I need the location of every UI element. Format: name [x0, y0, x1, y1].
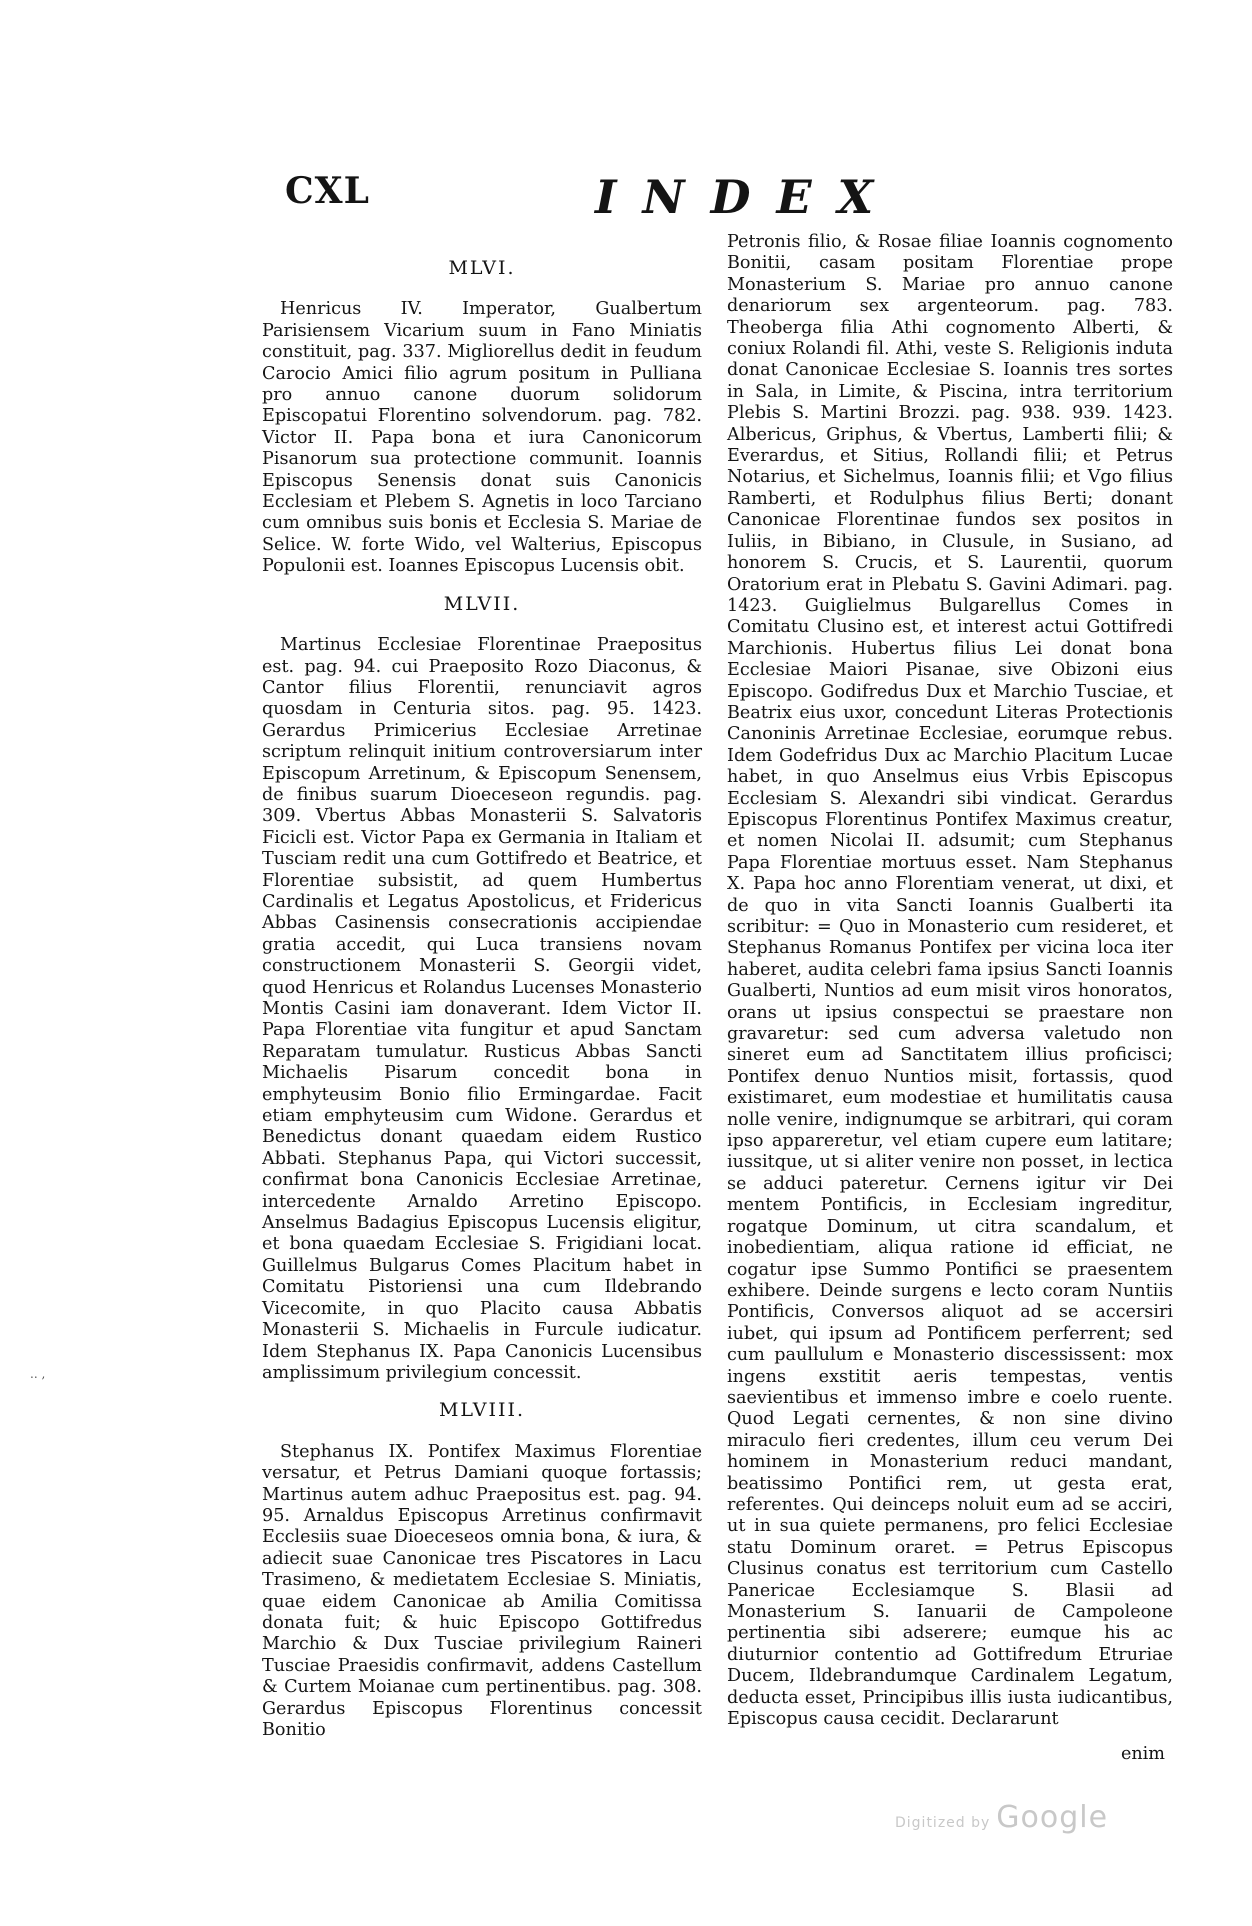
- entry-paragraph: Henricus IV. Imperator, Gualbertum Parisiensem Vicarium suum in Fano Miniatis constituit, pag. 337. Migliorellus dedit in feudum Carocio Amici filio agrum positum in Pulliana pro annuo canone duorum solidorum Episcopatui Florentino solvendorum. pag. 782. Victor II. Papa bona et iura Canonicorum Pisanorum sua protectione communit. Ioannis Episcopus Senensis donat suis Canonicis Ecclesiam et Plebem S. Agnetis in loco Tarciano cum omnibus suis bonis et Ecclesia S. Mariae de Selice. W. forte Wido, vel Walterius, Episcopus Populonii est. Ioannes Episcopus Lucensis obit.: [262, 299, 702, 577]
- entry-paragraph: Petronis filio, & Rosae filiae Ioannis cognomento Bonitii, casam positam Florentiae prope Monasterium S. Mariae pro annuo canone denariorum sex argenteorum. pag. 783. Theoberga filia Athi cognomento Alberti, & coniux Rolandi fil. Athi, veste S. Religionis induta donat Canonicae Ecclesiae S. Ioannis tres sortes in Sala, in Limite, & Piscina, intra territorium Plebis S. Martini Brozzi. pag. 938. 939. 1423. Albericus, Griphus, & Vbertus, Lamberti filii; & Everardus, et Sitius, Rollandi filii; et Petrus Notarius, et Sichelmus, Ioannis filii; et Vgo filius Ramberti, et Rodulphus filius Berti; donant Canonicae Florentinae fundos sex positos in Iuliis, in Bibiano, in Clusule, in Susiano, ad honorem S. Crucis, et S. Laurentii, quorum Oratorium erat in Plebatu S. Gavini Adimari. pag. 1423. Guiglielmus Bulgarellus Comes in Comitatu Clusino est, et interest actui Gottifredi Marchionis. Hubertus filius Lei donat bona Ecclesiae Maiori Pisanae, sive Obizoni eius Episcopo. Godifredus Dux et Marchio Tusciae, et Beatrix eius uxor, concedunt Literas Protectionis Canoninis Arretinae Ecclesiae, eorumque rebus. Idem Godefridus Dux ac Marchio Placitum Lucae habet, in quo Anselmus eius Vrbis Episcopus Ecclesiam S. Alexandri sibi vindicat. Gerardus Episcopus Florentinus Pontifex Maximus creatur, et nomen Nicolai II. adsumit; cum Stephanus Papa Florentiae mortuus esset. Nam Stephanus X. Papa hoc anno Florentiam venerat, ut dixi, et de quo in vita Sancti Ioannis Gualberti ita scribitur: = Quo in Monasterio cum resideret, et Stephanus Romanus Pontifex per vicina loca iter haberet, audita celebri fama ipsius Sancti Ioannis Gualberti, Nuntios ad eum misit viros honoratos, orans ut ipsius conspectui se praestare non gravaretur: sed cum adversa valetudo non sineret eum ad Sanctitatem illius proficisci; Pontifex denuo Nuntios misit, fortassis, quod existimaret, eum modestiae et humilitatis causa nolle venire, indignumque se arbitrari, qui coram ipso appareretur, vel etiam cupere eum latitare; iussitque, ut si aliter venire non posset, in lectica se adduci pateretur. Cernens igitur vir Dei mentem Pontificis, in Ecclesiam ingreditur, rogatque Dominum, ut citra scandalum, et inobedientiam, aliqua ratione id efficiat, ne cogatur ipse Summo Pontifici se praesentem exhibere. Deinde surgens e lecto coram Nuntiis Pontificis, Conversos aliquot ad se accersiri iubet, qui ipsum ad Pontificem perferrent; sed cum paullulum e Monasterio discessissent: mox ingens exstitit aeris tempestas, ventis saevientibus et immenso imbre e coelo ruente. Quod Legati cernentes, & non sine divino miraculo fieri credentes, illum ceu verum Dei hominem in Monasterium reduci mandant, beatissimo Pontifici rem, ut gesta erat, referentes. Qui deinceps noluit eum ad se acciri, ut in sua quiete permanens, pro felici Ecclesiae statu Dominum oraret. = Petrus Episcopus Clusinus conatus est territorium cum Castello Panericae Ecclesiamque S. Blasii ad Monasterium S. Ianuarii de Campoleone pertinentia sibi adserere; eumque his ac diuturnior contentio ad Gottifredum Etruriae Ducem, Ildebrandumque Cardinalem Legatum, deducta esset, Principibus illis iusta iudicantibus, Episcopus causa cecidit. Declararunt: [727, 232, 1173, 1730]
- left-column: [262, 250, 702, 1757]
- catchword: enim: [1120, 1744, 1165, 1765]
- watermark-brand: Google: [996, 1800, 1109, 1835]
- folio-number: CXL: [285, 170, 370, 212]
- running-title: INDEX: [595, 170, 900, 224]
- watermark-prefix: Digitized by: [895, 1815, 991, 1831]
- margin-mark: .. ,: [30, 1367, 46, 1381]
- right-column: [727, 232, 1173, 1766]
- section-heading: MLVIII.: [438, 1399, 526, 1422]
- section-heading: MLVI.: [448, 257, 516, 279]
- entry-paragraph: Stephanus IX. Pontifex Maximus Florentiae versatur, et Petrus Damiani quoque fortassis; Martinus autem adhuc Praepositus est. pag. 94. 95. Arnaldus Episcopus Arretinus confirmavit Ecclesiis suae Dioeceseos omnia bona, & iura, & adiecit suae Canonicae tres Piscatores in Lacu Trasimeno, & medietatem Ecclesiae S. Miniatis, quae eidem Canonicae ab Amilia Comitissa donata fuit; & huic Episcopo Gottifredus Marchio & Dux Tusciae privilegium Raineri Tusciae Praesidis confirmavit, addens Castellum & Curtem Moianae cum pertinentibus. pag. 308. Gerardus Episcopus Florentinus concessit Bonitio: [262, 1441, 702, 1740]
- entry-paragraph: Martinus Ecclesiae Florentinae Praepositus est. pag. 94. cui Praeposito Rozo Diaconus, & Cantor filius Florentii, renunciavit agros quosdam in Centuria sitos. pag. 95. 1423. Gerardus Primicerius Ecclesiae Arretinae scriptum relinquit initium controversiarum inter Episcopum Arretinum, & Episcopum Senensem, de finibus suarum Dioeceseon regundis. pag. 309. Vbertus Abbas Monasterii S. Salvatoris Ficicli est. Victor Papa ex Germania in Italiam et Tusciam redit una cum Gottifredo et Beatrice, et Florentiae subsistit, ad quem Humbertus Cardinalis et Legatus Apostolicus, et Fridericus Abbas Casinensis consecrationis accipiendae gratia accedit, qui Luca transiens novam constructionem Monasterii S. Georgii videt, quod Henricus et Rolandus Lucenses Monasterio Montis Casini iam donaverant. Idem Victor II. Papa Florentiae vita fungitur et apud Sanctam Reparatam tumulatur. Rusticus Abbas Sancti Michaelis Pisarum concedit bona in emphyteusim Bonio filio Ermingardae. Facit etiam emphyteusim cum Widone. Gerardus et Benedictus donant quaedam eidem Rustico Abbati. Stephanus Papa, qui Victori successit, confirmat bona Canonicis Ecclesiae Arretinae, intercedente Arnaldo Arretino Episcopo. Anselmus Badagius Episcopus Lucensis eligitur, et bona quaedam Ecclesiae S. Frigidiani locat. Guillelmus Bulgarus Comes Placitum habet in Comitatu Pistoriensi una cum Ildebrando Vicecomite, in quo Placito causa Abbatis Monasterii S. Michaelis in Furcule iudicatur. Idem Stephanus IX. Papa Canonicis Lucensibus amplissimum privilegium concessit.: [262, 635, 702, 1383]
- digitization-watermark: [895, 1800, 1108, 1835]
- section-heading: MLVII.: [443, 592, 521, 615]
